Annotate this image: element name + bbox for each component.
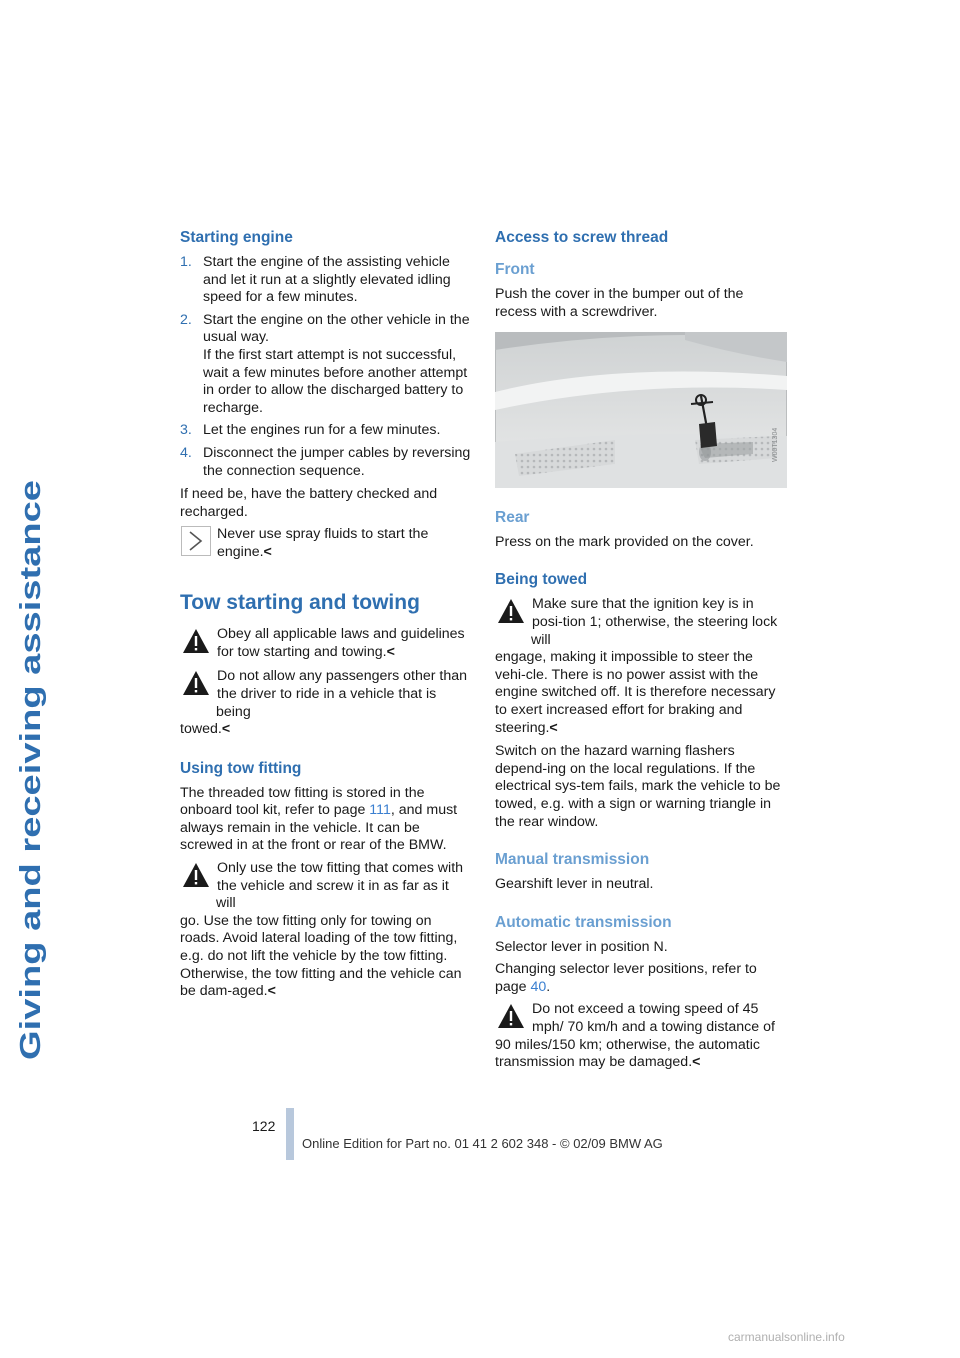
- battery-note: If need be, have the battery checked and recharged.: [180, 486, 438, 520]
- side-title: [8, 240, 50, 1080]
- automatic-warning: [495, 1001, 787, 1071]
- list-item: [180, 445, 472, 480]
- starting-engine-heading: Starting engine: [180, 229, 293, 246]
- tow-section-heading: Tow starting and towing: [180, 591, 420, 615]
- warning-text: Do not allow any passengers other than the driver to ride in a vehicle that is being: [216, 668, 468, 720]
- tow-warning-2: [180, 668, 472, 738]
- hazard-text: Switch on the hazard warning flashers depend-ing on the local regulations. If the electrical sys-tem fails, mark the vehicle to be towed, e.g. with a sign or warning triangle in the rear window.: [495, 743, 781, 830]
- warning-text-cont: towed.: [180, 721, 222, 738]
- watermark: carmanualsonline.info: [728, 1330, 845, 1344]
- end-mark: <: [221, 721, 231, 738]
- end-mark: <: [692, 1054, 701, 1071]
- warning-triangle-icon: [496, 596, 526, 626]
- step-number: 3.: [180, 422, 192, 439]
- end-mark: <: [263, 543, 272, 560]
- automatic-text-1: Selector lever in position N.: [495, 938, 668, 955]
- step-number: 4.: [180, 444, 192, 461]
- warning-text-cont: 90 miles/150 km; otherwise, the automatic transmission may be damaged.: [495, 1036, 760, 1071]
- rear-heading: Rear: [495, 508, 530, 526]
- spray-note: [180, 526, 472, 562]
- automatic-heading: Automatic transmission: [495, 913, 672, 931]
- manual-heading: Manual transmission: [495, 851, 650, 869]
- warning-triangle-icon: [181, 860, 211, 890]
- end-mark: <: [549, 719, 558, 736]
- step-text: Let the engines run for a few minutes.: [203, 422, 441, 439]
- automatic-text-2: [495, 961, 787, 996]
- tow-warning-1: [180, 626, 472, 662]
- warning-triangle-icon: [181, 668, 211, 698]
- footer-bar: [286, 1108, 294, 1160]
- svg-text:W00T1304: W00T1304: [772, 427, 779, 463]
- step-number: 1.: [180, 254, 192, 270]
- arrow-note-icon: [181, 526, 211, 556]
- rear-text: Press on the mark provided on the cover.: [495, 533, 754, 550]
- end-mark: <: [386, 643, 395, 660]
- front-text: Push the cover in the bumper out of the recess with a screwdriver.: [495, 286, 744, 320]
- list-item: [180, 254, 472, 307]
- manual-text: Gearshift lever in neutral.: [495, 876, 654, 893]
- list-item: [180, 422, 472, 440]
- warning-triangle-icon: [181, 626, 211, 656]
- side-title-text: Giving and receiving assistance: [15, 618, 47, 1060]
- starting-steps: [180, 254, 472, 480]
- page-link-111[interactable]: 111: [369, 802, 391, 819]
- warning-text: Make sure that the ignition key is in posi-tion 1; otherwise, the steering lock will: [531, 596, 778, 648]
- warning-triangle-icon: [496, 1001, 526, 1031]
- warning-text-cont: engage, making it impossible to steer the vehi-cle. There is no power assist with the engine switched off. It is therefore necessary to exert increased effort for braking and steering.: [495, 649, 776, 736]
- list-item: [180, 312, 472, 418]
- step-extra-text: If the first start attempt is not successful, wait a few minutes before another attempt in order to allow the discharged battery to recharge.: [203, 346, 468, 416]
- footer-text: Online Edition for Part no. 01 41 2 602 348 - © 02/09 BMW AG: [302, 1136, 663, 1151]
- spray-note-text: Never use spray fluids to start the engine.: [217, 526, 429, 560]
- step-text: Disconnect the jumper cables by reversing the connection sequence.: [203, 444, 471, 479]
- step-text: Start the engine of the assisting vehicle and let it run at a slightly elevated idling speed for a few minutes.: [203, 254, 451, 306]
- being-towed-heading: Being towed: [495, 571, 588, 589]
- bumper-photo: [495, 332, 787, 488]
- tow-fitting-text: [180, 785, 472, 855]
- warning-text: Do not exceed a towing speed of 45 mph/ 70 km/h and a towing distance of: [532, 1001, 775, 1036]
- tow-fitting-heading: Using tow fitting: [180, 759, 302, 777]
- text-segment: Changing selector lever positions, refer to page: [495, 961, 757, 995]
- text-segment: .: [546, 978, 551, 995]
- tow-fitting-warning: [180, 860, 472, 1001]
- step-number: 2.: [180, 311, 192, 328]
- end-mark: <: [267, 983, 276, 1000]
- access-heading: Access to screw thread: [495, 229, 669, 246]
- warning-text: Only use the tow fitting that comes with the vehicle and screw it in as far as it will: [216, 860, 464, 912]
- front-heading: Front: [495, 261, 535, 278]
- left-column: [180, 228, 472, 1007]
- step-text: Start the engine on the other vehicle in the usual way.: [203, 311, 470, 346]
- right-column: [495, 228, 787, 1078]
- being-towed-warning: [495, 596, 787, 737]
- text-segment: The threaded tow fitting is stored in the onboard tool kit, refer to page: [180, 784, 425, 819]
- page-number: 122: [252, 1118, 276, 1134]
- page-link-40[interactable]: 40: [530, 978, 547, 995]
- warning-text-cont: go. Use the tow fitting only for towing on roads. Avoid lateral loading of the tow fitting, e.g. do not lift the vehicle by the tow fitting. Otherwise, the tow fitting and the vehicle can be dam-aged.: [180, 912, 462, 1000]
- text-segment: , and must always remain in the vehicle. It can be screwed in at the front or rear of the BMW.: [180, 802, 458, 854]
- warning-text: Obey all applicable laws and guidelines for tow starting and towing.: [217, 626, 465, 660]
